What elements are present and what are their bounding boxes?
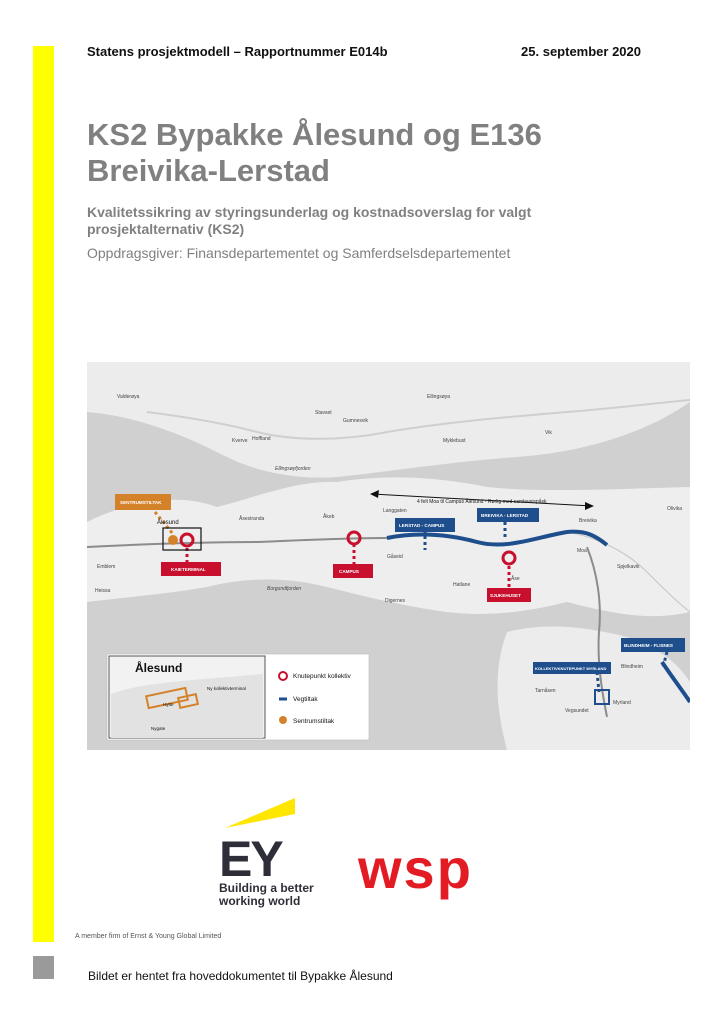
wsp-wordmark: wsp xyxy=(358,850,473,900)
map-place: Åkeb xyxy=(323,514,335,520)
kaieterminal-label: KAIETERMINAL xyxy=(171,567,206,572)
map-place: Myrland xyxy=(613,700,631,706)
map-place: Moa xyxy=(577,548,587,554)
member-firm-note: A member firm of Ernst & Young Global Limited xyxy=(75,933,222,940)
map-place: Emblem xyxy=(97,564,116,570)
map-place: Vik xyxy=(545,430,552,436)
map-place: Breivika xyxy=(579,518,597,524)
map-place: Borgundfjorden xyxy=(267,586,302,592)
ey-tagline-line-1: Building a better xyxy=(219,881,314,895)
sjukehuset-label: SJUKEHUSET xyxy=(490,593,521,598)
map-graphic xyxy=(87,362,690,750)
inset-label: Ny kollektivterminal xyxy=(207,686,246,691)
map-place: Hoffland xyxy=(252,436,271,442)
client-line: Oppdragsgiver: Finansdepartementet og Samferdselsdepartementet xyxy=(87,245,511,261)
document-subtitle: Kvalitetssikring av styringsunderlag og kostnadsoverslag for valgt prosjektalternativ (KS2) xyxy=(87,204,532,237)
map-place: Spjelkavik xyxy=(617,564,640,570)
map-place: Digernes xyxy=(385,598,406,604)
map-place: Myklebust xyxy=(443,438,466,444)
breivika-lerstad-label: BREIVIKA - LERSTAD xyxy=(481,513,529,518)
inset-label: Nygate xyxy=(151,726,166,731)
map-place: Ellingsøya xyxy=(427,394,451,400)
image-caption: Bildet er hentet fra hoveddokumentet til Bypakke Ålesund xyxy=(88,969,393,983)
project-map xyxy=(87,362,690,750)
blindheim-flisnes-label: BLINDHEIM - FLISNES xyxy=(624,643,673,648)
inset-label: Hytte xyxy=(163,702,174,707)
map-legend-panel xyxy=(107,654,369,740)
kollektiv-myrland-label: KOLLEKTIVKNUTEPUNKT MYRLAND xyxy=(535,666,607,671)
map-place: Blindheim xyxy=(621,664,643,670)
lerstad-campus-label: LERSTAD - CAMPUS xyxy=(399,523,445,528)
map-place: Åsestranda xyxy=(239,516,265,522)
map-place: Stavset xyxy=(315,410,332,416)
map-place: Olivika xyxy=(667,506,683,512)
sentrumstiltak-label: SENTRUMSTILTAK xyxy=(120,500,162,505)
map-place: Ålesund xyxy=(157,520,179,526)
inset-title: Ålesund xyxy=(135,661,183,675)
page-header xyxy=(87,44,641,62)
legend-label: Sentrumstiltak xyxy=(293,718,335,725)
title-line-2: Breivika-Lerstad xyxy=(87,153,330,188)
map-place: Åse xyxy=(511,576,520,582)
map-place: Gumnesvik xyxy=(343,418,369,424)
map-place: Tarnåsen xyxy=(535,688,556,694)
legend-sentrumstiltak-icon xyxy=(279,716,287,724)
map-arrow-label: 4 felt Moa til Campus Ålesund - Rørlig med samleveispåsk xyxy=(417,499,547,505)
ey-tagline-line-2: working world xyxy=(219,894,301,908)
legend-label: Vegtiltak xyxy=(293,696,318,703)
yellow-side-bar xyxy=(33,46,54,942)
report-date: 25. september 2020 xyxy=(521,44,641,59)
map-place: Valderøya xyxy=(117,394,140,400)
document-title xyxy=(87,117,647,189)
legend-label: Knutepunkt kollektiv xyxy=(293,673,351,680)
map-place: Kverve xyxy=(232,438,248,444)
title-line-1: KS2 Bypakke Ålesund og E136 xyxy=(87,117,542,152)
map-place: Gåseid xyxy=(387,554,403,560)
report-number: Statens prosjektmodell – Rapportnummer E014b xyxy=(87,44,388,59)
campus-label: CAMPUS xyxy=(339,569,359,574)
map-place: Heissa xyxy=(95,588,111,594)
map-place: Vegsundet xyxy=(565,708,589,714)
grey-marker xyxy=(33,956,54,979)
map-place: Hatlane xyxy=(453,582,471,588)
map-place: Langgaten xyxy=(383,508,407,514)
wsp-logo xyxy=(358,850,530,908)
ey-wordmark: EY xyxy=(219,831,282,887)
ey-tagline xyxy=(219,882,314,908)
map-place: Ellingsøyfjorden xyxy=(275,466,311,472)
